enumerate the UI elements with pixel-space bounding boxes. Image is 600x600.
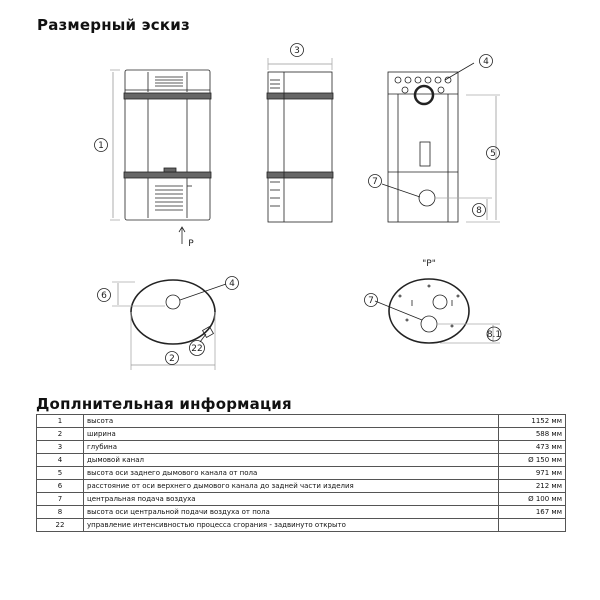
label-2: 2 [169, 354, 175, 364]
table-row [37, 493, 566, 506]
row-value [499, 519, 566, 532]
row-number: 4 [37, 454, 84, 467]
row-value: 1152 мм [499, 415, 566, 428]
front-view [110, 70, 211, 244]
row-description: ширина [84, 428, 499, 441]
row-value: 588 мм [499, 428, 566, 441]
row-number: 7 [37, 493, 84, 506]
row-number: 3 [37, 441, 84, 454]
label-1: 1 [98, 141, 104, 151]
view-arrow-label: P [188, 239, 194, 249]
row-number: 5 [37, 467, 84, 480]
row-number: 6 [37, 480, 84, 493]
row-description: глубина [84, 441, 499, 454]
table-row [37, 480, 566, 493]
table-row [37, 467, 566, 480]
label-5: 5 [490, 149, 496, 159]
back-view [382, 63, 500, 222]
row-number: 2 [37, 428, 84, 441]
row-number: 1 [37, 415, 84, 428]
row-value: Ø 100 мм [499, 493, 566, 506]
label-4-top: 4 [229, 279, 235, 289]
label-8-1: 8.1 [486, 330, 502, 340]
bottom-view [375, 279, 500, 343]
row-description: управление интенсивностью процесса сгорания - задвинуто открыто [84, 519, 499, 532]
row-value: Ø 150 мм [499, 454, 566, 467]
row-value: 167 мм [499, 506, 566, 519]
sketch-title: Размерный эскиз [37, 16, 190, 34]
row-description: высота оси центральной подачи воздуха от пола [84, 506, 499, 519]
table-row [37, 428, 566, 441]
table-row [37, 454, 566, 467]
table-row [37, 441, 566, 454]
table-row [37, 519, 566, 532]
side-view [267, 58, 333, 222]
table-row [37, 415, 566, 428]
dimension-drawing [0, 36, 600, 391]
row-description: расстояние от оси верхнего дымового канала до задней части изделия [84, 480, 499, 493]
info-title: Доплнительная информация [36, 395, 292, 413]
label-3: 3 [294, 46, 300, 56]
row-value: 212 мм [499, 480, 566, 493]
label-7: 7 [372, 177, 378, 187]
row-description: высота оси заднего дымового канала от пола [84, 467, 499, 480]
label-6: 6 [101, 291, 107, 301]
row-description: дымовой канал [84, 454, 499, 467]
row-description: центральная подача воздуха [84, 493, 499, 506]
bottom-view-label: "P" [422, 259, 436, 269]
row-value: 473 мм [499, 441, 566, 454]
label-8: 8 [476, 206, 482, 216]
info-table [36, 414, 566, 532]
label-22: 22 [191, 344, 203, 354]
table-row [37, 506, 566, 519]
row-number: 22 [37, 519, 84, 532]
row-number: 8 [37, 506, 84, 519]
label-4: 4 [483, 57, 489, 67]
row-value: 971 мм [499, 467, 566, 480]
label-7-bottom: 7 [368, 296, 374, 306]
row-description: высота [84, 415, 499, 428]
